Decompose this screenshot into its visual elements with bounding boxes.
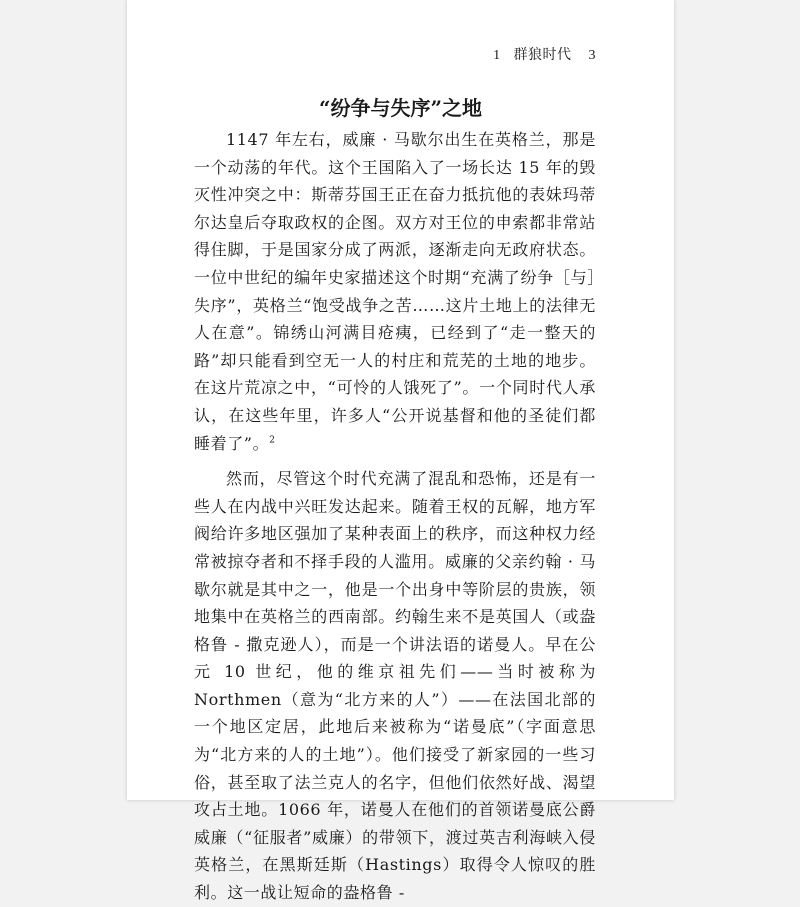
chapter-title: 群狼时代: [513, 47, 572, 63]
paragraph: [194, 465, 596, 907]
paragraph-text: 然而，尽管这个时代充满了混乱和恐怖，还是有一些人在内战中兴旺发达起来。随着王权的瓦解，地方军阀给许多地区强加了某种表面上的秩序，而这种权力经常被掠夺者和不择手段的人滥用。威廉的父亲约翰 · 马歇尔就是其中之一，他是一个出身中等阶层的贵族，领地集中在英格兰的西南部。约翰生来不是英国人（或盎格鲁 - 撒克逊人），而是一个讲法语的诺曼人。早在公元 10 世纪，他的维京祖先们——当时被称为 Northmen（意为“北方来的人”）——在法国北部的一个地区定居，此地后来被称为“诺曼底”（字面意思为“北方来的人的土地”）。他们接受了新家园的一些习俗，甚至取了法兰克人的名字，但他们依然好战、渴望攻占土地。1066 年，诺曼人在他们的首领诺曼底公爵威廉（“征服者”威廉）的带领下，渡过英吉利海峡入侵英格兰，在黑斯廷斯（Hastings）取得令人惊叹的胜利。这一战让短命的盎格鲁 -: [194, 469, 596, 903]
section-title: “纷争与失序”之地: [318, 96, 482, 120]
body-text: [194, 126, 596, 907]
running-head: [493, 44, 596, 64]
footnote-marker[interactable]: 2: [269, 435, 276, 446]
paragraph: [194, 126, 596, 457]
book-page: [127, 0, 674, 903]
page-number: 3: [588, 48, 596, 63]
chapter-number: 1: [493, 48, 501, 63]
paragraph-text: 1147 年左右，威廉 · 马歇尔出生在英格兰，那是一个动荡的年代。这个王国陷入了一场长达 15 年的毁灭性冲突之中：斯蒂芬国王正在奋力抵抗他的表妹玛蒂尔达皇后夺取政权的企图。双方对王位的申索都非常站得住脚，于是国家分成了两派，逐渐走向无政府状态。一位中世纪的编年史家描述这个时期“充满了纷争［与］失序”，英格兰“饱受战争之苦……这片土地上的法律无人在意”。锦绣山河满目疮痍，已经到了“走一整天的路”却只能看到空无一人的村庄和荒芜的土地的地步。在这片荒凉之中，“可怜的人饿死了”。一个同时代人承认，在这些年里，许多人“公开说基督和他的圣徒们都睡着了”。: [194, 130, 596, 453]
